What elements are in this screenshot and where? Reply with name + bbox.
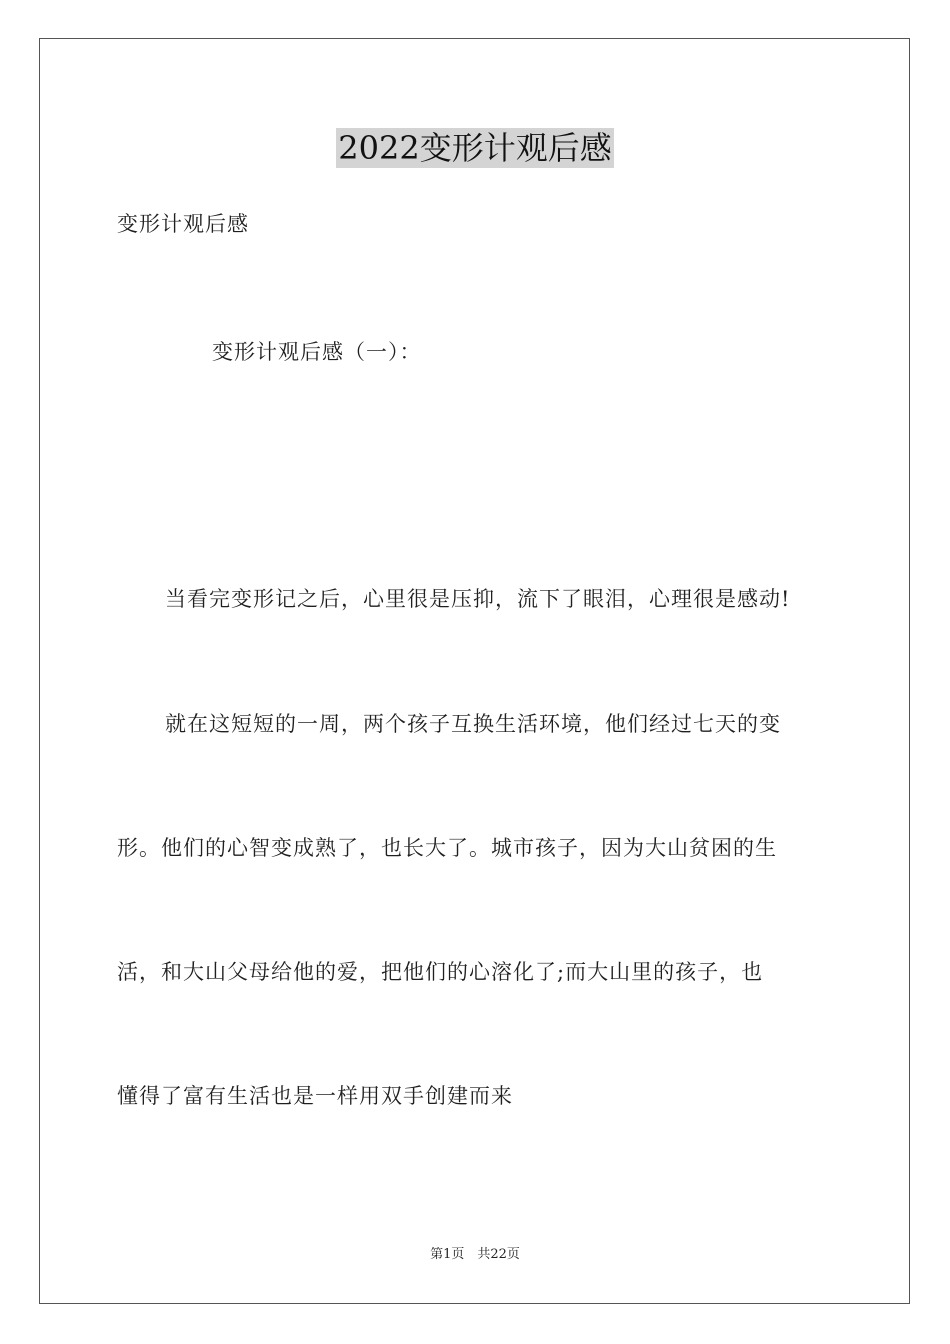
document-subtitle: 变形计观后感 [117, 212, 249, 236]
paragraph-line-3: 形。他们的心智变成熟了，也长大了。城市孩子，因为大山贫困的生 [117, 836, 777, 860]
title-container [0, 128, 950, 168]
paragraph-line-1: 当看完变形记之后，心里很是压抑，流下了眼泪，心理很是感动! [165, 587, 791, 611]
paragraph-line-2: 就在这短短的一周，两个孩子互换生活环境，他们经过七天的变 [165, 712, 781, 736]
paragraph-line-4: 活，和大山父母给他的爱，把他们的心溶化了;而大山里的孩子，也 [117, 960, 764, 984]
page-number-footer: 第1页 共22页 [430, 1247, 520, 1262]
section-heading: 变形计观后感（一）： [212, 340, 422, 364]
document-title: 2022变形计观后感 [338, 129, 612, 167]
paragraph-line-5: 懂得了富有生活也是一样用双手创建而来 [117, 1084, 513, 1108]
